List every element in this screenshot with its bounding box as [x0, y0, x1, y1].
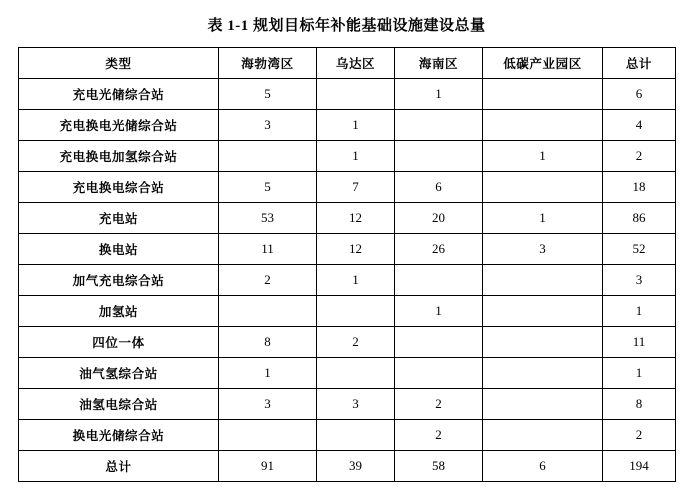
- table-row: [19, 234, 676, 265]
- column-header-haibowan: 海勃湾区: [219, 48, 317, 79]
- table-caption: 表 1-1 规划目标年补能基础设施建设总量: [207, 18, 486, 34]
- cell-value: 26: [395, 234, 483, 265]
- table-container: [0, 47, 693, 482]
- cell-value: 2: [395, 420, 483, 451]
- cell-value: 4: [603, 110, 676, 141]
- cell-value: [483, 327, 603, 358]
- cell-value: [219, 420, 317, 451]
- cell-value: [317, 296, 395, 327]
- cell-value: 8: [603, 389, 676, 420]
- cell-value: 2: [603, 420, 676, 451]
- column-header-hainan: 海南区: [395, 48, 483, 79]
- cell-value: 3: [219, 389, 317, 420]
- cell-value: [483, 110, 603, 141]
- cell-value: 12: [317, 203, 395, 234]
- cell-value: 2: [219, 265, 317, 296]
- cell-value: [317, 358, 395, 389]
- table-head: [19, 48, 676, 79]
- cell-value: 1: [483, 203, 603, 234]
- table-row: [19, 172, 676, 203]
- row-label: 换电光储综合站: [19, 420, 219, 451]
- cell-value: 12: [317, 234, 395, 265]
- cell-value: 3: [603, 265, 676, 296]
- cell-value: 2: [317, 327, 395, 358]
- column-header-lowcarbon-park: 低碳产业园区: [483, 48, 603, 79]
- cell-value: 53: [219, 203, 317, 234]
- row-label: 油氢电综合站: [19, 389, 219, 420]
- cell-value: [395, 358, 483, 389]
- cell-value: [317, 79, 395, 110]
- column-header-type: 类型: [19, 48, 219, 79]
- row-label: 充电换电光储综合站: [19, 110, 219, 141]
- cell-value: 1: [395, 79, 483, 110]
- cell-value: 2: [603, 141, 676, 172]
- cell-value: 11: [219, 234, 317, 265]
- column-header-wuda: 乌达区: [317, 48, 395, 79]
- cell-value: [483, 420, 603, 451]
- cell-value: [219, 141, 317, 172]
- cell-value: [395, 141, 483, 172]
- row-label: 充电换电加氢综合站: [19, 141, 219, 172]
- cell-value-total: 39: [317, 451, 395, 482]
- row-label: 充电光储综合站: [19, 79, 219, 110]
- row-label-total: 总计: [19, 451, 219, 482]
- row-label: 加氢站: [19, 296, 219, 327]
- table-row: [19, 110, 676, 141]
- cell-value: 18: [603, 172, 676, 203]
- cell-value: 3: [317, 389, 395, 420]
- table-row: [19, 420, 676, 451]
- cell-value-total: 58: [395, 451, 483, 482]
- table-total-row: [19, 451, 676, 482]
- cell-value: [483, 172, 603, 203]
- cell-value-total: 6: [483, 451, 603, 482]
- cell-value: 1: [395, 296, 483, 327]
- column-header-total: 总计: [603, 48, 676, 79]
- cell-value: [483, 265, 603, 296]
- row-label: 加气充电综合站: [19, 265, 219, 296]
- cell-value: [483, 358, 603, 389]
- table-row: [19, 389, 676, 420]
- row-label: 换电站: [19, 234, 219, 265]
- cell-value-total: 91: [219, 451, 317, 482]
- cell-value: [395, 327, 483, 358]
- table-row: [19, 203, 676, 234]
- cell-value: 6: [603, 79, 676, 110]
- table-body: [19, 79, 676, 482]
- cell-value: [483, 79, 603, 110]
- cell-value: 11: [603, 327, 676, 358]
- row-label: 四位一体: [19, 327, 219, 358]
- cell-value: 20: [395, 203, 483, 234]
- cell-value: 8: [219, 327, 317, 358]
- infrastructure-table: [18, 47, 676, 482]
- table-row: [19, 141, 676, 172]
- table-row: [19, 358, 676, 389]
- cell-value: 7: [317, 172, 395, 203]
- row-label: 油气氢综合站: [19, 358, 219, 389]
- cell-value: 1: [483, 141, 603, 172]
- cell-value: 1: [603, 358, 676, 389]
- cell-value: [219, 296, 317, 327]
- cell-value: 86: [603, 203, 676, 234]
- cell-value: [483, 296, 603, 327]
- cell-value: [317, 420, 395, 451]
- cell-value: 1: [219, 358, 317, 389]
- cell-value: [395, 265, 483, 296]
- cell-value-total: 194: [603, 451, 676, 482]
- table-header-row: [19, 48, 676, 79]
- cell-value: 1: [603, 296, 676, 327]
- cell-value: 1: [317, 141, 395, 172]
- cell-value: 3: [483, 234, 603, 265]
- cell-value: 6: [395, 172, 483, 203]
- cell-value: 5: [219, 79, 317, 110]
- cell-value: 1: [317, 110, 395, 141]
- cell-value: 1: [317, 265, 395, 296]
- cell-value: [483, 389, 603, 420]
- row-label: 充电站: [19, 203, 219, 234]
- table-row: [19, 265, 676, 296]
- cell-value: [395, 110, 483, 141]
- cell-value: 5: [219, 172, 317, 203]
- cell-value: 3: [219, 110, 317, 141]
- row-label: 充电换电综合站: [19, 172, 219, 203]
- table-row: [19, 79, 676, 110]
- cell-value: 2: [395, 389, 483, 420]
- cell-value: 52: [603, 234, 676, 265]
- table-row: [19, 296, 676, 327]
- table-row: [19, 327, 676, 358]
